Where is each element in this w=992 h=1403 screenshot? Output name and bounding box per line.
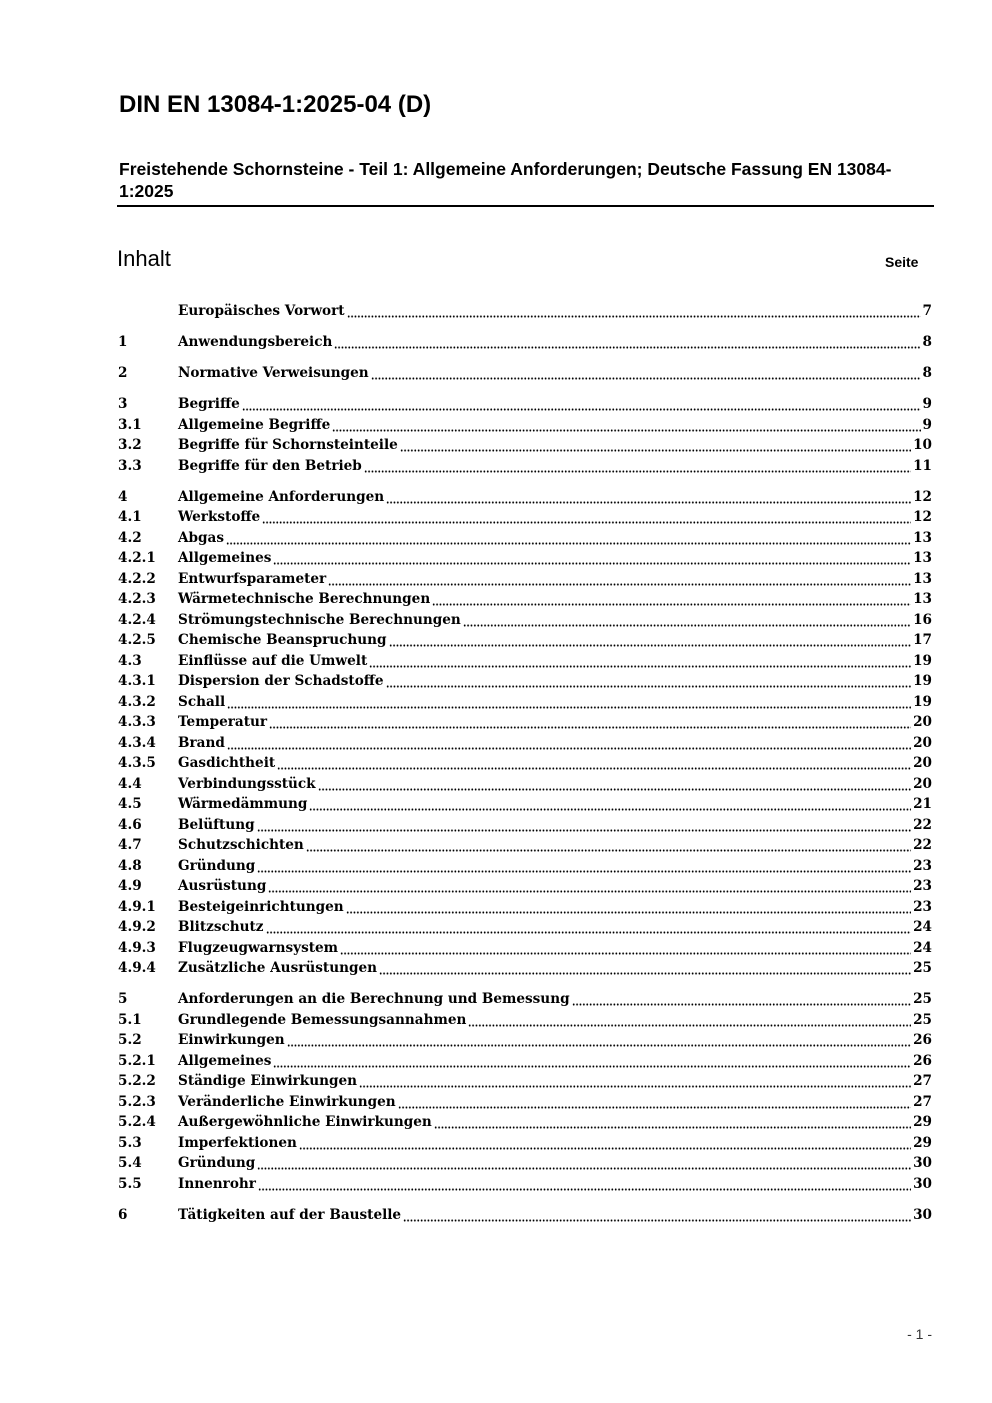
toc-entry-number: 4.3.2 [118,693,156,710]
toc-entry[interactable] [118,651,932,672]
toc-entry[interactable] [118,332,932,353]
toc-entry[interactable] [118,815,932,836]
toc-entry-number: 5 [118,991,128,1007]
toc-entry[interactable] [118,487,932,508]
toc-entry[interactable] [118,1112,932,1133]
toc-entry-page: 26 [913,1032,932,1048]
toc-entry-number: 4.3 [118,652,142,669]
toc-entry-page: 29 [913,1114,932,1130]
toc-dot-leader [468,1010,911,1031]
toc-entry[interactable] [118,1030,932,1051]
toc-entry-title: Einflüsse auf die Umwelt [178,652,368,669]
toc-entry[interactable] [118,1010,932,1031]
toc-entry-number: 4.3.5 [118,755,156,771]
toc-entry[interactable] [118,456,932,477]
toc-entry-number: 5.3 [118,1134,142,1151]
toc-entry-number: 4.9 [118,878,142,894]
toc-entry-page: 13 [913,591,932,607]
toc-entry[interactable] [118,692,932,713]
toc-entry-title: Tätigkeiten auf der Baustelle [178,1206,402,1223]
toc-entry-page: 30 [913,1206,932,1223]
title-divider [117,205,934,207]
toc-entry[interactable] [118,415,932,436]
toc-entry-number: 5.4 [118,1155,142,1171]
toc-entry-number: 1 [118,334,128,350]
toc-entry-number: 3.2 [118,437,142,453]
toc-entry[interactable] [118,671,932,692]
toc-dot-leader [227,692,911,713]
toc-entry-page: 9 [922,396,932,412]
toc-entry[interactable] [118,989,932,1010]
page-number: - 1 - [907,1326,932,1342]
toc-entry-title: Begriffe für Schornsteinteile [178,437,398,453]
toc-dot-leader [403,1205,911,1226]
toc-dot-leader [306,835,911,856]
toc-entry-number: 5.2.1 [118,1052,156,1069]
toc-dot-leader [227,733,911,754]
toc-entry-number: 4.9.3 [118,939,156,956]
toc-entry-number: 4 [118,488,128,505]
toc-entry[interactable] [118,569,932,590]
toc-entry-number: 4.3.4 [118,734,156,751]
toc-entry-page: 10 [913,437,932,453]
toc-entry-number: 3 [118,396,128,412]
toc-entry-title: Entwurfsparameter [178,570,327,587]
toc-entry-title: Innenrohr [178,1175,256,1192]
toc-entry[interactable] [118,394,932,415]
toc-entry-title: Allgemeines [178,1052,272,1069]
toc-entry-page: 23 [913,878,932,894]
toc-entry-title: Schall [178,693,226,710]
toc-entry-page: 25 [913,1011,932,1028]
toc-dot-leader [257,856,911,877]
toc-entry-title: Brand [178,734,225,751]
toc-entry-number: 5.2.2 [118,1073,156,1089]
toc-entry-title: Wärmetechnische Berechnungen [178,591,431,607]
toc-entry-number: 4.2.1 [118,550,156,566]
toc-entry-page: 24 [913,939,932,956]
toc-entry-title: Normative Verweisungen [178,365,369,381]
toc-dot-leader [359,1071,911,1092]
toc-dot-leader [379,958,911,979]
toc-entry-page: 25 [913,960,932,976]
toc-dot-leader [434,1112,911,1133]
toc-dot-leader [371,363,921,384]
toc-entry[interactable] [118,610,932,631]
toc-dot-leader [572,989,911,1010]
toc-dot-leader [257,1153,911,1174]
toc-entry-title: Einwirkungen [178,1032,285,1048]
toc-dot-leader [386,487,911,508]
toc-entry-title: Schutzschichten [178,837,304,853]
toc-entry[interactable] [118,835,932,856]
toc-entry-number: 5.2.4 [118,1114,156,1130]
toc-entry-page: 20 [913,734,932,751]
toc-entry-title: Allgemeines [178,550,272,566]
toc-entry-number: 5.2.3 [118,1093,156,1110]
toc-entry[interactable] [118,1174,932,1195]
toc-entry-number: 4.2.4 [118,611,156,628]
toc-entry-title: Gasdichtheit [178,755,276,771]
toc-dot-leader [400,435,911,456]
toc-dot-leader [347,301,921,322]
toc-entry[interactable] [118,917,932,938]
toc-entry[interactable] [118,856,932,877]
toc-dot-leader [334,332,920,353]
toc-dot-leader [340,938,911,959]
toc-entry-number: 4.9.2 [118,919,156,935]
toc-entry[interactable] [118,435,932,456]
toc-entry-title: Blitzschutz [178,919,264,935]
toc-dot-leader [273,548,911,569]
toc-dot-leader [432,589,911,610]
toc-entry-title: Strömungstechnische Berechnungen [178,611,461,628]
toc-entry-page: 29 [913,1134,932,1151]
toc-entry-page: 23 [913,898,932,915]
toc-entry-title: Besteigeinrichtungen [178,898,344,915]
toc-entry[interactable] [118,1133,932,1154]
toc-entry-page: 30 [913,1175,932,1192]
toc-entry-page: 27 [913,1073,932,1089]
toc-entry-title: Allgemeine Begriffe [178,416,331,433]
toc-entry-title: Gründung [178,1155,256,1171]
toc-entry[interactable] [118,1051,932,1072]
page-column-label: Seite [885,254,919,270]
toc-entry[interactable] [118,630,932,651]
toc-dot-leader [318,774,911,795]
toc-entry[interactable] [118,712,932,733]
toc-dot-leader [262,507,911,528]
toc-dot-leader [309,794,911,815]
toc-entry-title: Außergewöhnliche Einwirkungen [178,1114,432,1130]
toc-entry-page: 20 [913,755,932,771]
toc-entry[interactable] [118,876,932,897]
toc-dot-leader [258,1174,911,1195]
toc-entry-title: Anforderungen an die Berechnung und Bemessung [178,991,570,1007]
toc-entry-title: Begriffe für den Betrieb [178,457,362,474]
toc-entry-page: 13 [913,529,932,546]
toc-entry-title: Abgas [178,529,225,546]
toc-entry-page: 22 [913,816,932,833]
toc-dot-leader [257,815,911,836]
toc-entry-page: 17 [913,632,932,648]
toc-entry-number: 4.2.2 [118,570,156,587]
toc-entry-page: 13 [913,570,932,587]
toc-entry-number: 2 [118,365,128,381]
toc-entry-number: 5.2 [118,1032,142,1048]
toc-entry-title: Begriffe [178,396,240,412]
toc-entry-title: Werkstoffe [178,509,261,525]
toc-entry-page: 8 [922,334,932,350]
toc-dot-leader [332,415,920,436]
toc-entry[interactable] [118,1153,932,1174]
toc-entry-title: Belüftung [178,816,255,833]
toc-entry-title: Ständige Einwirkungen [178,1073,358,1089]
toc-entry[interactable] [118,958,932,979]
toc-dot-leader [226,528,911,549]
toc-entry-page: 30 [913,1155,932,1171]
toc-entry-page: 21 [913,796,932,812]
toc-entry[interactable] [118,774,932,795]
toc-entry-number: 6 [118,1206,128,1223]
toc-dot-leader [277,753,911,774]
toc-entry-title: Gründung [178,857,256,874]
toc-entry[interactable] [118,548,932,569]
toc-entry[interactable] [118,528,932,549]
toc-dot-leader [369,651,911,672]
toc-entry-page: 12 [913,509,932,525]
toc-entry-number: 4.5 [118,796,142,812]
toc-entry[interactable] [118,507,932,528]
toc-entry-title: Grundlegende Bemessungsannahmen [178,1011,467,1028]
toc-entry-page: 25 [913,991,932,1007]
toc-entry-page: 12 [913,488,932,505]
toc-entry-number: 4.8 [118,857,142,874]
toc-entry-title: Europäisches Vorwort [178,303,345,319]
toc-entry[interactable] [118,753,932,774]
toc-entry-title: Verbindungsstück [178,775,316,792]
toc-entry-title: Temperatur [178,714,268,730]
toc-entry[interactable] [118,1092,932,1113]
toc-entry-title: Dispersion der Schadstoffe [178,673,384,689]
toc-entry-page: 24 [913,919,932,935]
toc-entry[interactable] [118,733,932,754]
toc-dot-leader [299,1133,911,1154]
toc-entry-number: 4.6 [118,816,142,833]
toc-entry-number: 4.9.1 [118,898,156,915]
toc-entry-title: Veränderliche Einwirkungen [178,1093,396,1110]
toc-entry-title: Ausrüstung [178,878,267,894]
toc-entry[interactable] [118,1071,932,1092]
toc-dot-leader [398,1092,911,1113]
toc-entry-title: Chemische Beanspruchung [178,632,387,648]
toc-entry-page: 19 [913,673,932,689]
toc-entry-number: 4.4 [118,775,142,792]
toc-entry-number: 4.7 [118,837,142,853]
toc-entry-page: 20 [913,775,932,792]
toc-entry[interactable] [118,938,932,959]
toc-entry[interactable] [118,589,932,610]
toc-entry-title: Imperfektionen [178,1134,297,1151]
toc-dot-leader [273,1051,911,1072]
toc-dot-leader [268,876,911,897]
toc-dot-leader [269,712,911,733]
toc-entry-number: 4.2.5 [118,632,156,648]
toc-entry-page: 27 [913,1093,932,1110]
toc-entry-page: 8 [922,365,932,381]
toc-entry-number: 3.3 [118,457,142,474]
toc-entry[interactable] [118,1205,932,1226]
toc-entry[interactable] [118,301,932,322]
toc-entry-page: 9 [922,416,932,433]
toc-entry-page: 11 [913,457,932,474]
toc-dot-leader [266,917,912,938]
toc-entry-title: Zusätzliche Ausrüstungen [178,960,378,976]
toc-entry[interactable] [118,794,932,815]
toc-entry-page: 20 [913,714,932,730]
toc-dot-leader [364,456,911,477]
toc-entry-page: 16 [913,611,932,628]
toc-entry-number: 4.2.3 [118,591,156,607]
toc-dot-leader [463,610,911,631]
toc-dot-leader [287,1030,911,1051]
document-subtitle: Freistehende Schornsteine - Teil 1: Allgemeine Anforderungen; Deutsche Fassung EN 13084-1:2025 [119,159,892,201]
toc-heading: Inhalt [117,246,171,271]
toc-entry-number: 4.3.1 [118,673,156,689]
toc-entry-page: 23 [913,857,932,874]
toc-entry-page: 19 [913,693,932,710]
toc-entry-page: 7 [922,303,932,319]
toc-entry-number: 4.3.3 [118,714,156,730]
toc-dot-leader [242,394,921,415]
toc-dot-leader [328,569,911,590]
toc-entry-page: 19 [913,652,932,669]
toc-dot-leader [346,897,911,918]
toc-entry-number: 4.2 [118,529,142,546]
toc-entry-title: Anwendungsbereich [178,334,333,350]
toc-entry[interactable] [118,363,932,384]
toc-entry-title: Flugzeugwarnsystem [178,939,339,956]
toc-entry-page: 22 [913,837,932,853]
toc-dot-leader [386,671,912,692]
toc-entry-page: 13 [913,550,932,566]
toc-entry-number: 3.1 [118,416,142,433]
toc-dot-leader [389,630,912,651]
toc-entry[interactable] [118,897,932,918]
toc-entry-number: 4.9.4 [118,960,156,976]
toc-entry-title: Allgemeine Anforderungen [178,488,385,505]
toc-entry-number: 5.1 [118,1011,142,1028]
toc-entry-page: 26 [913,1052,932,1069]
document-title: DIN EN 13084-1:2025-04 (D) [119,91,432,118]
toc-entry-title: Wärmedämmung [178,796,308,812]
toc-entry-number: 5.5 [118,1175,142,1192]
toc-entry-number: 4.1 [118,509,142,525]
table-of-contents [118,301,932,1225]
